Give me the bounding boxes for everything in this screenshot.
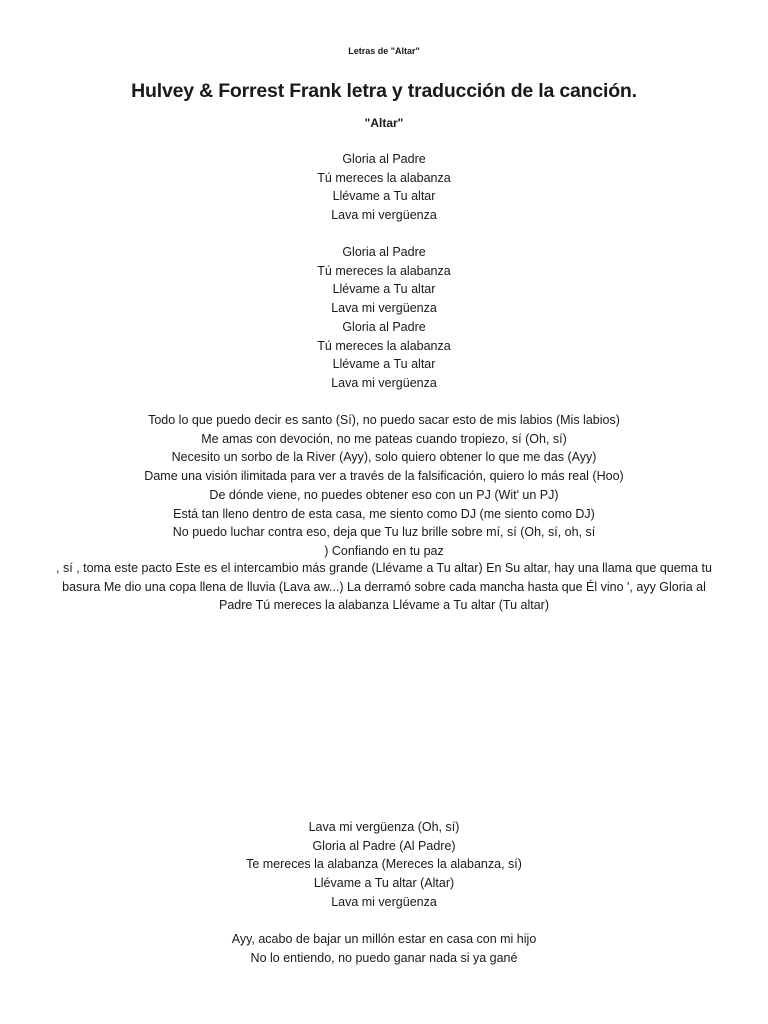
lyric-line: Lava mi vergüenza bbox=[331, 375, 437, 390]
lyric-line: Tú mereces la alabanza bbox=[317, 170, 451, 185]
lyric-line: Tú mereces la alabanza bbox=[317, 338, 451, 353]
lyric-line: Gloria al Padre (Al Padre) bbox=[312, 838, 456, 853]
page-title: Hulvey & Forrest Frank letra y traducción de la canción. bbox=[131, 80, 637, 102]
lyric-line: Dame una visión ilimitada para ver a través de la falsificación, quiero lo más real (Hoo) bbox=[144, 469, 624, 484]
lyric-line: Lava mi vergüenza bbox=[331, 301, 437, 316]
lyric-line: De dónde viene, no puedes obtener eso con un PJ (Wit' un PJ) bbox=[209, 487, 559, 502]
lyric-line: Está tan lleno dentro de esta casa, me siento como DJ (me siento como DJ) bbox=[173, 506, 595, 521]
lyric-line: Gloria al Padre bbox=[342, 319, 426, 334]
lyric-line: Lava mi vergüenza (Oh, sí) bbox=[308, 820, 460, 834]
stanza-4 bbox=[0, 818, 768, 912]
lyric-line: Llévame a Tu altar bbox=[332, 282, 436, 297]
lyric-line: ) Confiando en tu paz bbox=[324, 543, 444, 558]
song-subtitle: "Altar" bbox=[364, 116, 404, 130]
stanza-5 bbox=[0, 930, 768, 967]
lyric-line: Llévame a Tu altar (Altar) bbox=[313, 876, 455, 891]
lyric-line: Gloria al Padre bbox=[342, 245, 426, 259]
lyric-line: Todo lo que puedo decir es santo (Sí), no puedo sacar esto de mis labios (Mis labios) bbox=[148, 413, 620, 427]
header-label: Letras de "Altar" bbox=[348, 46, 420, 56]
lyric-line: Gloria al Padre bbox=[342, 152, 426, 166]
lyric-line: No lo entiendo, no puedo ganar nada si ya gané bbox=[250, 950, 518, 965]
lyric-line: Lava mi vergüenza bbox=[331, 894, 437, 909]
lyric-line: Te mereces la alabanza (Mereces la alabanza, sí) bbox=[246, 857, 522, 872]
lyric-line: Llévame a Tu altar bbox=[332, 189, 436, 204]
lyric-line: Lava mi vergüenza bbox=[331, 208, 437, 223]
stanza-1 bbox=[0, 150, 768, 225]
lyric-line: Necesito un sorbo de la River (Ayy), solo quiero obtener lo que me das (Ayy) bbox=[171, 450, 597, 465]
lyric-line: Me amas con devoción, no me pateas cuando tropiezo, sí (Oh, sí) bbox=[201, 431, 567, 446]
lyric-line: Tú mereces la alabanza bbox=[317, 263, 451, 278]
stanza-3 bbox=[0, 411, 768, 561]
stanza-2 bbox=[0, 243, 768, 393]
lyric-line: Ayy, acabo de bajar un millón estar en casa con mi hijo bbox=[231, 932, 537, 946]
lyric-line: No puedo luchar contra eso, deja que Tu luz brille sobre mí, sí (Oh, sí, oh, sí bbox=[172, 525, 596, 540]
lyric-paragraph: , sí , toma este pacto Este es el intercambio más grande (Llévame a Tu altar) En Su altar, hay una llama que quema tu basura Me dio una copa llena de lluvia (Lava aw...) La derramó sobre cada mancha hasta que Él vino ', ayy Gloria al Padre Tú mereces la alabanza Llévame a Tu altar (Tu altar) bbox=[56, 561, 712, 613]
lyric-line: Llévame a Tu altar bbox=[332, 357, 436, 372]
